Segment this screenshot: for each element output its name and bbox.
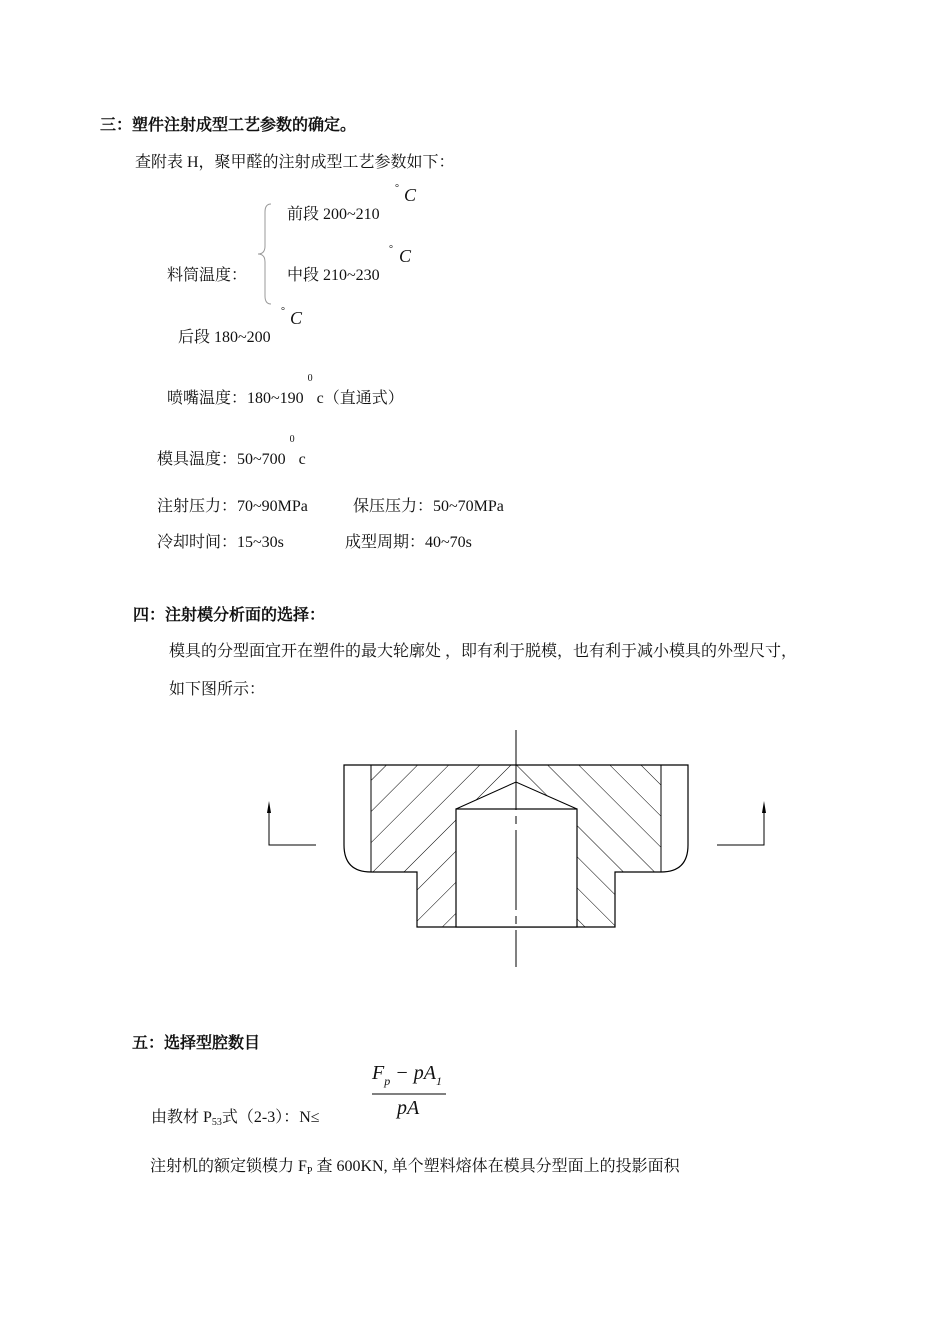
fraction-bar [372,1093,448,1095]
formula-line: 由教材 P53式（2-3）：N≤ [151,1109,320,1128]
cycle-time: 成型周期：40~70s [345,534,472,551]
unit-celsius: C [404,185,417,205]
barrel-temp-label: 料筒温度： [167,267,248,284]
holding-pressure: 保压压力：50~70MPa [353,498,504,515]
degree-mark: ° [395,183,399,194]
section3-intro: 查附表 H，聚甲醛的注射成型工艺参数如下： [135,154,455,171]
barrel-middle-temp: 中段 210~230 [287,267,380,284]
section4-line1: 模具的分型面宜开在塑件的最大轮廓处 ，即有利于脱模，也有利于减小模具的外型尺寸， [169,643,798,660]
section5-heading: 五：选择型腔数目 [132,1033,261,1052]
formula-denominator: pA [397,1097,420,1119]
formula-numerator: $F_p - pA_1$ [372,1062,442,1088]
mold-temp: 模具温度：50~700 $^0$ c [157,434,306,468]
cooling-time: 冷却时间：15~30s [157,534,284,551]
degree-mark: ° [389,244,393,255]
section3-heading: 三：塑件注射成型工艺参数的确定。 [100,115,357,134]
barrel-front-temp: 前段 200~210 [287,206,380,223]
section4-heading: 四：注射模分析面的选择： [133,605,326,624]
nozzle-temp: 喷嘴温度：180~190 $^0$ c（直通式） [167,373,404,407]
injection-pressure: 注射压力：70~90MPa [157,498,308,515]
unit-celsius: C [290,308,303,328]
barrel-rear-temp: 后段 180~200 [178,329,271,346]
clamping-force-line: 注射机的额定锁模力 FP 查 600KN, 单个塑料熔体在模具分型面上的投影面积 [150,1158,680,1177]
section4-line2: 如下图所示： [169,681,266,698]
degree-mark: ° [281,306,285,317]
unit-celsius: C [399,246,412,266]
